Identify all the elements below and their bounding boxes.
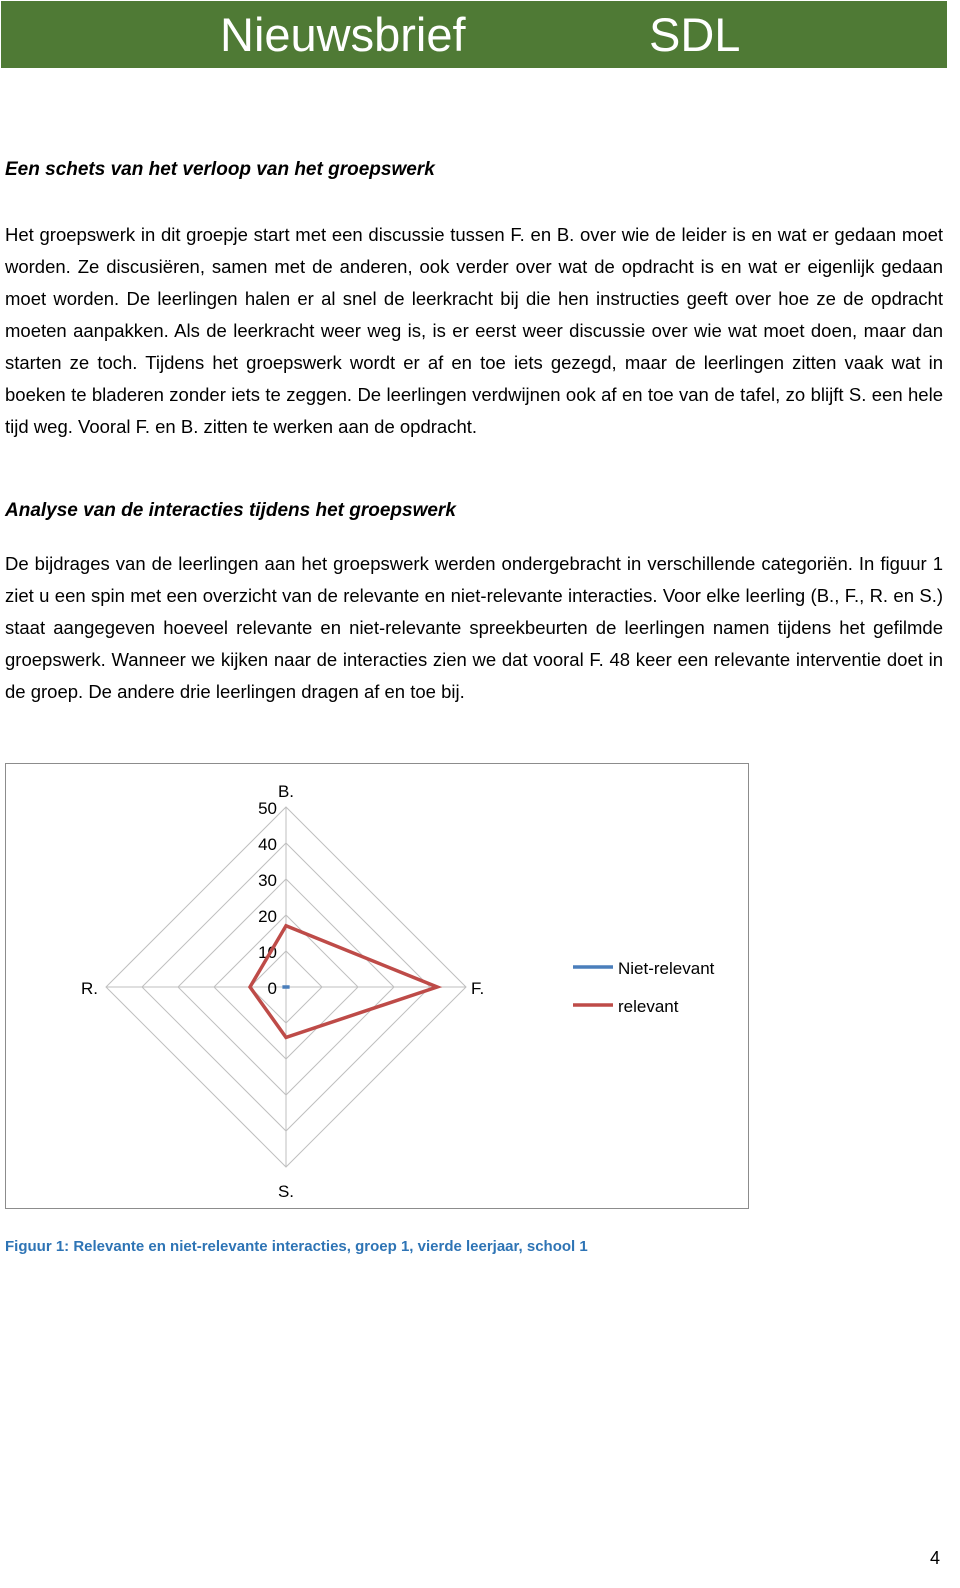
radar-category-label: B. bbox=[277, 782, 295, 801]
header-title-left: Nieuwsbrief bbox=[220, 8, 466, 61]
header-banner bbox=[1, 1, 947, 68]
radar-tick-label: 50 bbox=[258, 799, 277, 818]
header-title-right: SDL bbox=[649, 8, 741, 61]
section-heading-schets: Een schets van het verloop van het groepswerk bbox=[5, 159, 435, 180]
radar-category-label: S. bbox=[277, 1182, 295, 1201]
radar-category-label: F. bbox=[471, 979, 485, 998]
radar-tick-label: 30 bbox=[258, 871, 277, 890]
legend-label: relevant bbox=[618, 997, 679, 1016]
legend-label: Niet-relevant bbox=[618, 959, 715, 978]
radar-tick-label: 10 bbox=[258, 943, 277, 962]
radar-tick-label: 20 bbox=[258, 907, 277, 926]
page-number: 4 bbox=[930, 1548, 941, 1568]
paragraph-schets: Het groepswerk in dit groepje start met een discussie tussen F. en B. over wie de leider is en wat er gedaan moet worden. Ze discusiëren, samen met de anderen, ook verder over wat de opdracht is en wat er eigenlijk gedaan moet worden. De leerlingen halen er al snel de leerkracht bij die hen instructies geeft over hoe ze de opdracht moeten aanpakken. Als de leerkracht weer weg is, is er eerst weer discussie over wie wat moet doen, maar dan starten ze toch. Tijdens het groepswerk wordt er af en toe iets gezegd, maar de leerlingen zitten vaak wat in boeken te bladeren zonder iets te zeggen. De leerlingen verdwijnen ook af en toe van de tafel, zo blijft S. een hele tijd weg. Vooral F. en B. zitten te werken aan de opdracht. bbox=[5, 224, 943, 437]
radar-chart bbox=[5, 763, 749, 1209]
radar-tick-label: 40 bbox=[258, 835, 277, 854]
radar-series-line bbox=[250, 926, 437, 1038]
figure-caption: Figuur 1: Relevante en niet-relevante interacties, groep 1, vierde leerjaar, school 1 bbox=[5, 1238, 588, 1255]
section-heading-analyse: Analyse van de interacties tijdens het groepswerk bbox=[5, 500, 456, 521]
radar-category-label: R. bbox=[81, 979, 98, 998]
radar-chart-svg bbox=[6, 764, 750, 1210]
paragraph-analyse: De bijdrages van de leerlingen aan het groepswerk werden ondergebracht in verschillende categoriën. In figuur 1 ziet u een spin met een overzicht van de relevante en niet-relevante interacties. Voor elke leerling (B., F., R. en S.) staat aangegeven hoeveel relevante en niet-relevante spreekbeurten de leerlingen namen tijdens het gefilmde groepswerk. Wanneer we kijken naar de interacties zien we dat vooral F. 48 keer een relevante interventie doet in de groep. De andere drie leerlingen dragen af en toe bij. bbox=[5, 553, 943, 702]
radar-tick-label: 0 bbox=[267, 979, 277, 998]
